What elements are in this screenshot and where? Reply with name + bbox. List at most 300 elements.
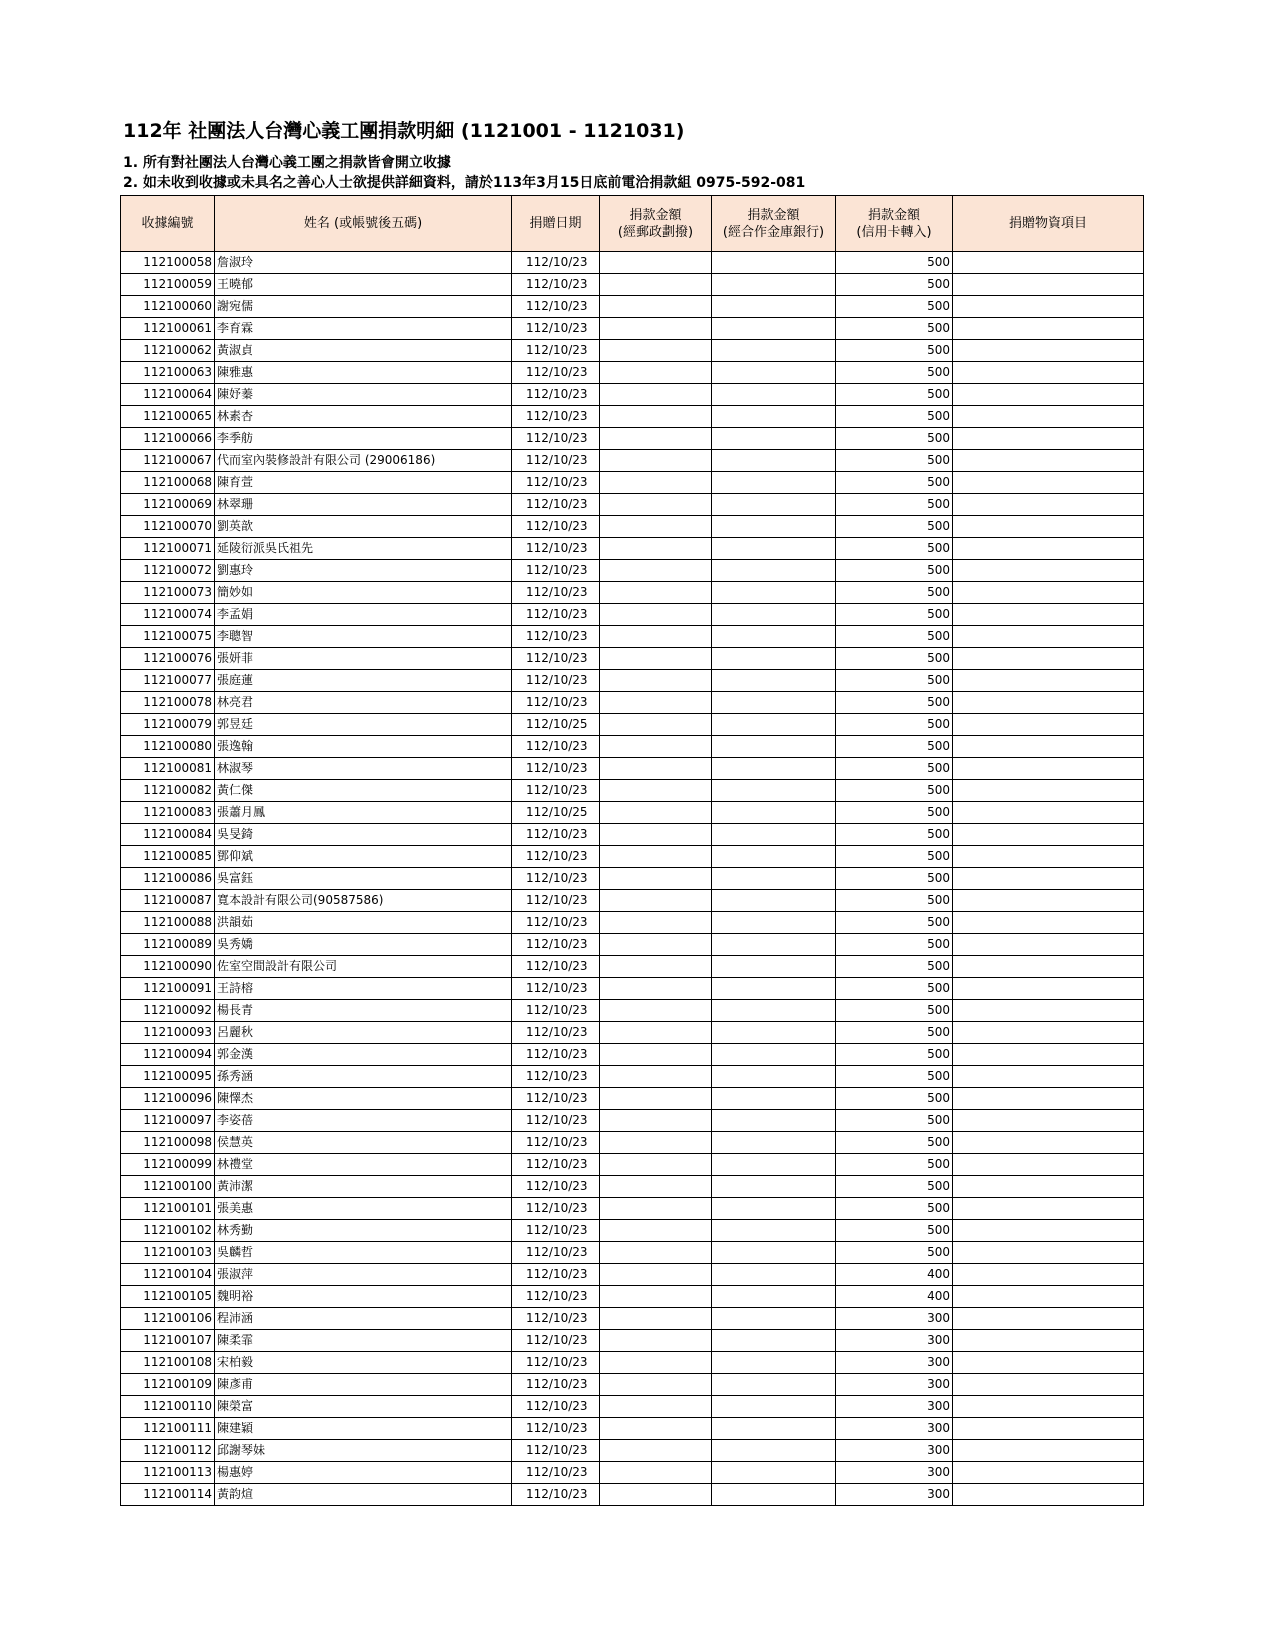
donation-date-cell: 112/10/23 — [512, 560, 600, 582]
amount-card-cell: 500 — [836, 604, 953, 626]
table-row — [121, 802, 1144, 824]
amount-postal-cell — [600, 516, 712, 538]
amount-bank-cell — [712, 1022, 836, 1044]
donor-name-cell: 吳富鈺 — [215, 868, 512, 890]
donation-date-cell: 112/10/23 — [512, 538, 600, 560]
note-receipt: 1. 所有對社團法人台灣心義工團之捐款皆會開立收據 — [123, 155, 451, 171]
items-cell — [953, 1264, 1144, 1286]
donor-name-cell: 王詩榕 — [215, 978, 512, 1000]
amount-card-cell: 500 — [836, 472, 953, 494]
table-row — [121, 1374, 1144, 1396]
amount-postal-cell — [600, 384, 712, 406]
donation-date-cell: 112/10/23 — [512, 1198, 600, 1220]
receipt-no-cell: 112100071 — [121, 538, 215, 560]
table-row — [121, 1022, 1144, 1044]
items-cell — [953, 714, 1144, 736]
donor-name-cell: 林禮堂 — [215, 1154, 512, 1176]
table-row — [121, 516, 1144, 538]
items-cell — [953, 274, 1144, 296]
amount-postal-cell — [600, 1088, 712, 1110]
donation-date-cell: 112/10/23 — [512, 1000, 600, 1022]
donor-name-cell: 陳榮富 — [215, 1396, 512, 1418]
items-cell — [953, 1308, 1144, 1330]
table-row — [121, 934, 1144, 956]
table-row — [121, 1154, 1144, 1176]
amount-postal-cell — [600, 1308, 712, 1330]
amount-postal-cell — [600, 912, 712, 934]
amount-postal-cell — [600, 1198, 712, 1220]
amount-postal-cell — [600, 714, 712, 736]
header-amount-postal-label: 捐款金額 (經郵政劃撥) — [617, 207, 694, 240]
donor-name-cell: 張妍菲 — [215, 648, 512, 670]
donor-name-cell: 陳彥甫 — [215, 1374, 512, 1396]
amount-card-cell: 500 — [836, 318, 953, 340]
amount-postal-cell — [600, 1110, 712, 1132]
donor-name-cell: 楊長青 — [215, 1000, 512, 1022]
amount-postal-cell — [600, 1220, 712, 1242]
amount-postal-cell — [600, 274, 712, 296]
amount-card-cell: 500 — [836, 516, 953, 538]
donor-name-cell: 張美惠 — [215, 1198, 512, 1220]
items-cell — [953, 692, 1144, 714]
amount-card-cell: 500 — [836, 626, 953, 648]
table-row — [121, 1330, 1144, 1352]
amount-bank-cell — [712, 1352, 836, 1374]
donor-name-cell: 李季舫 — [215, 428, 512, 450]
amount-postal-cell — [600, 582, 712, 604]
amount-card-cell: 500 — [836, 362, 953, 384]
donor-name-cell: 洪韻茹 — [215, 912, 512, 934]
table-row — [121, 384, 1144, 406]
receipt-no-cell: 112100069 — [121, 494, 215, 516]
table-row — [121, 1198, 1144, 1220]
donor-name-cell: 程沛涵 — [215, 1308, 512, 1330]
donation-date-cell: 112/10/23 — [512, 1242, 600, 1264]
receipt-no-cell: 112100094 — [121, 1044, 215, 1066]
amount-bank-cell — [712, 978, 836, 1000]
table-row — [121, 956, 1144, 978]
receipt-no-cell: 112100104 — [121, 1264, 215, 1286]
amount-card-cell: 300 — [836, 1462, 953, 1484]
table-row — [121, 780, 1144, 802]
donation-date-cell: 112/10/23 — [512, 670, 600, 692]
receipt-no-cell: 112100108 — [121, 1352, 215, 1374]
donation-date-cell: 112/10/25 — [512, 802, 600, 824]
amount-card-cell: 500 — [836, 934, 953, 956]
amount-card-cell: 300 — [836, 1330, 953, 1352]
receipt-no-cell: 112100113 — [121, 1462, 215, 1484]
receipt-no-cell: 112100066 — [121, 428, 215, 450]
receipt-no-cell: 112100093 — [121, 1022, 215, 1044]
donation-date-cell: 112/10/23 — [512, 472, 600, 494]
donation-date-cell: 112/10/23 — [512, 582, 600, 604]
items-cell — [953, 780, 1144, 802]
donation-date-cell: 112/10/23 — [512, 868, 600, 890]
items-cell — [953, 560, 1144, 582]
amount-postal-cell — [600, 1484, 712, 1506]
donation-date-cell: 112/10/23 — [512, 1308, 600, 1330]
receipt-no-cell: 112100072 — [121, 560, 215, 582]
header-items: 捐贈物資項目 — [953, 196, 1144, 252]
donor-name-cell: 陳柔霏 — [215, 1330, 512, 1352]
amount-card-cell: 500 — [836, 406, 953, 428]
donation-date-cell: 112/10/23 — [512, 1154, 600, 1176]
items-cell — [953, 1374, 1144, 1396]
donor-name-cell: 陳雅惠 — [215, 362, 512, 384]
items-cell — [953, 1242, 1144, 1264]
receipt-no-cell: 112100075 — [121, 626, 215, 648]
amount-card-cell: 400 — [836, 1286, 953, 1308]
receipt-no-cell: 112100065 — [121, 406, 215, 428]
table-row — [121, 1264, 1144, 1286]
table-row — [121, 846, 1144, 868]
table-row — [121, 1066, 1144, 1088]
donation-date-cell: 112/10/23 — [512, 1484, 600, 1506]
table-row — [121, 648, 1144, 670]
amount-card-cell: 500 — [836, 1176, 953, 1198]
amount-postal-cell — [600, 1286, 712, 1308]
amount-card-cell: 500 — [836, 890, 953, 912]
donation-date-cell: 112/10/23 — [512, 934, 600, 956]
amount-bank-cell — [712, 1374, 836, 1396]
receipt-no-cell: 112100090 — [121, 956, 215, 978]
receipt-no-cell: 112100099 — [121, 1154, 215, 1176]
amount-bank-cell — [712, 428, 836, 450]
donation-date-cell: 112/10/23 — [512, 252, 600, 274]
table-row — [121, 252, 1144, 274]
receipt-no-cell: 112100059 — [121, 274, 215, 296]
amount-bank-cell — [712, 1176, 836, 1198]
amount-card-cell: 500 — [836, 1198, 953, 1220]
donor-name-cell: 林亮君 — [215, 692, 512, 714]
table-row — [121, 582, 1144, 604]
donation-date-cell: 112/10/23 — [512, 1022, 600, 1044]
donor-name-cell: 郭金漢 — [215, 1044, 512, 1066]
donation-date-cell: 112/10/23 — [512, 1286, 600, 1308]
amount-bank-cell — [712, 494, 836, 516]
items-cell — [953, 362, 1144, 384]
donor-name-cell: 王曉郁 — [215, 274, 512, 296]
items-cell — [953, 978, 1144, 1000]
donation-table — [120, 195, 1144, 1506]
amount-postal-cell — [600, 1066, 712, 1088]
amount-card-cell: 500 — [836, 384, 953, 406]
amount-postal-cell — [600, 824, 712, 846]
receipt-no-cell: 112100097 — [121, 1110, 215, 1132]
items-cell — [953, 472, 1144, 494]
table-row — [121, 626, 1144, 648]
receipt-no-cell: 112100086 — [121, 868, 215, 890]
donor-name-cell: 黃淑貞 — [215, 340, 512, 362]
table-row — [121, 1352, 1144, 1374]
amount-postal-cell — [600, 758, 712, 780]
amount-card-cell: 500 — [836, 296, 953, 318]
amount-postal-cell — [600, 1176, 712, 1198]
amount-card-cell: 500 — [836, 846, 953, 868]
receipt-no-cell: 112100114 — [121, 1484, 215, 1506]
table-row — [121, 1220, 1144, 1242]
table-row — [121, 296, 1144, 318]
header-receipt-no: 收據編號 — [121, 196, 215, 252]
amount-bank-cell — [712, 934, 836, 956]
donation-date-cell: 112/10/23 — [512, 1440, 600, 1462]
amount-postal-cell — [600, 450, 712, 472]
amount-postal-cell — [600, 780, 712, 802]
donation-date-cell: 112/10/25 — [512, 714, 600, 736]
amount-bank-cell — [712, 626, 836, 648]
table-row — [121, 890, 1144, 912]
donation-date-cell: 112/10/23 — [512, 1374, 600, 1396]
amount-bank-cell — [712, 1440, 836, 1462]
receipt-no-cell: 112100089 — [121, 934, 215, 956]
table-row — [121, 318, 1144, 340]
amount-bank-cell — [712, 890, 836, 912]
table-row — [121, 1000, 1144, 1022]
table-row — [121, 692, 1144, 714]
donor-name-cell: 張逸翰 — [215, 736, 512, 758]
items-cell — [953, 340, 1144, 362]
donor-name-cell: 陳育萱 — [215, 472, 512, 494]
amount-bank-cell — [712, 1462, 836, 1484]
receipt-no-cell: 112100079 — [121, 714, 215, 736]
donor-name-cell: 佐室空間設計有限公司 — [215, 956, 512, 978]
receipt-no-cell: 112100068 — [121, 472, 215, 494]
table-row — [121, 714, 1144, 736]
donor-name-cell: 陳建穎 — [215, 1418, 512, 1440]
donor-name-cell: 宋柏毅 — [215, 1352, 512, 1374]
items-cell — [953, 846, 1144, 868]
items-cell — [953, 1044, 1144, 1066]
donation-date-cell: 112/10/23 — [512, 450, 600, 472]
amount-card-cell: 500 — [836, 912, 953, 934]
items-cell — [953, 1352, 1144, 1374]
items-cell — [953, 516, 1144, 538]
items-cell — [953, 1462, 1144, 1484]
amount-card-cell: 500 — [836, 560, 953, 582]
amount-postal-cell — [600, 1352, 712, 1374]
receipt-no-cell: 112100063 — [121, 362, 215, 384]
amount-bank-cell — [712, 274, 836, 296]
receipt-no-cell: 112100101 — [121, 1198, 215, 1220]
table-row — [121, 472, 1144, 494]
table-row — [121, 560, 1144, 582]
amount-card-cell: 500 — [836, 1220, 953, 1242]
table-row — [121, 428, 1144, 450]
receipt-no-cell: 112100107 — [121, 1330, 215, 1352]
receipt-no-cell: 112100096 — [121, 1088, 215, 1110]
amount-bank-cell — [712, 868, 836, 890]
amount-postal-cell — [600, 868, 712, 890]
amount-bank-cell — [712, 1242, 836, 1264]
amount-bank-cell — [712, 252, 836, 274]
amount-postal-cell — [600, 956, 712, 978]
amount-postal-cell — [600, 1374, 712, 1396]
amount-postal-cell — [600, 626, 712, 648]
table-row — [121, 670, 1144, 692]
amount-card-cell: 300 — [836, 1308, 953, 1330]
donor-name-cell: 簡妙如 — [215, 582, 512, 604]
amount-postal-cell — [600, 846, 712, 868]
donation-date-cell: 112/10/23 — [512, 648, 600, 670]
donor-name-cell: 吳麟哲 — [215, 1242, 512, 1264]
donation-date-cell: 112/10/23 — [512, 318, 600, 340]
items-cell — [953, 890, 1144, 912]
donation-date-cell: 112/10/23 — [512, 1044, 600, 1066]
items-cell — [953, 1286, 1144, 1308]
donation-date-cell: 112/10/23 — [512, 890, 600, 912]
amount-bank-cell — [712, 670, 836, 692]
amount-postal-cell — [600, 1330, 712, 1352]
donor-name-cell: 李姿蓓 — [215, 1110, 512, 1132]
receipt-no-cell: 112100061 — [121, 318, 215, 340]
amount-bank-cell — [712, 1286, 836, 1308]
table-row — [121, 1088, 1144, 1110]
amount-card-cell: 500 — [836, 758, 953, 780]
amount-bank-cell — [712, 1198, 836, 1220]
donation-date-cell: 112/10/23 — [512, 604, 600, 626]
donor-name-cell: 吳旻錡 — [215, 824, 512, 846]
amount-postal-cell — [600, 362, 712, 384]
amount-card-cell: 500 — [836, 1044, 953, 1066]
receipt-no-cell: 112100095 — [121, 1066, 215, 1088]
items-cell — [953, 802, 1144, 824]
amount-card-cell: 300 — [836, 1440, 953, 1462]
amount-postal-cell — [600, 736, 712, 758]
table-row — [121, 362, 1144, 384]
amount-postal-cell — [600, 428, 712, 450]
items-cell — [953, 604, 1144, 626]
items-cell — [953, 296, 1144, 318]
note-contact: 2. 如未收到收據或未具名之善心人士欲提供詳細資料，請於113年3月15日底前電洽捐款組 0975-592-081 — [123, 175, 806, 191]
table-row — [121, 1110, 1144, 1132]
receipt-no-cell: 112100076 — [121, 648, 215, 670]
table-row — [121, 1418, 1144, 1440]
amount-card-cell: 500 — [836, 1110, 953, 1132]
amount-postal-cell — [600, 1418, 712, 1440]
donation-date-cell: 112/10/23 — [512, 978, 600, 1000]
amount-bank-cell — [712, 516, 836, 538]
items-cell — [953, 670, 1144, 692]
amount-postal-cell — [600, 692, 712, 714]
items-cell — [953, 1176, 1144, 1198]
donation-date-cell: 112/10/23 — [512, 846, 600, 868]
amount-card-cell: 300 — [836, 1374, 953, 1396]
amount-postal-cell — [600, 406, 712, 428]
table-row — [121, 1308, 1144, 1330]
donation-date-cell: 112/10/23 — [512, 956, 600, 978]
items-cell — [953, 428, 1144, 450]
amount-bank-cell — [712, 1044, 836, 1066]
donor-name-cell: 陳妤蓁 — [215, 384, 512, 406]
amount-bank-cell — [712, 1066, 836, 1088]
donation-date-cell: 112/10/23 — [512, 1264, 600, 1286]
amount-card-cell: 500 — [836, 648, 953, 670]
donor-name-cell: 張蕭月鳳 — [215, 802, 512, 824]
amount-card-cell: 500 — [836, 1088, 953, 1110]
donation-date-cell: 112/10/23 — [512, 1462, 600, 1484]
donor-name-cell: 李孟娟 — [215, 604, 512, 626]
items-cell — [953, 384, 1144, 406]
donation-date-cell: 112/10/23 — [512, 406, 600, 428]
amount-bank-cell — [712, 538, 836, 560]
items-cell — [953, 1154, 1144, 1176]
amount-card-cell: 500 — [836, 868, 953, 890]
receipt-no-cell: 112100073 — [121, 582, 215, 604]
donation-date-cell: 112/10/23 — [512, 1330, 600, 1352]
receipt-no-cell: 112100103 — [121, 1242, 215, 1264]
donor-name-cell: 呂麗秋 — [215, 1022, 512, 1044]
donor-name-cell: 黃沛潔 — [215, 1176, 512, 1198]
donation-date-cell: 112/10/23 — [512, 1396, 600, 1418]
amount-bank-cell — [712, 1220, 836, 1242]
items-cell — [953, 868, 1144, 890]
donor-name-cell: 吳秀嬌 — [215, 934, 512, 956]
donation-date-cell: 112/10/23 — [512, 274, 600, 296]
amount-bank-cell — [712, 692, 836, 714]
donation-date-cell: 112/10/23 — [512, 1176, 600, 1198]
amount-bank-cell — [712, 1418, 836, 1440]
amount-bank-cell — [712, 582, 836, 604]
table-row — [121, 1484, 1144, 1506]
donor-name-cell: 林秀勤 — [215, 1220, 512, 1242]
table-row — [121, 1286, 1144, 1308]
amount-card-cell: 500 — [836, 824, 953, 846]
table-row — [121, 604, 1144, 626]
table-row — [121, 868, 1144, 890]
receipt-no-cell: 112100098 — [121, 1132, 215, 1154]
donor-name-cell: 代而室內裝修設計有限公司 (29006186) — [215, 450, 512, 472]
amount-card-cell: 300 — [836, 1396, 953, 1418]
amount-bank-cell — [712, 956, 836, 978]
amount-bank-cell — [712, 340, 836, 362]
amount-postal-cell — [600, 1264, 712, 1286]
receipt-no-cell: 112100074 — [121, 604, 215, 626]
amount-card-cell: 500 — [836, 450, 953, 472]
amount-postal-cell — [600, 890, 712, 912]
donation-date-cell: 112/10/23 — [512, 1352, 600, 1374]
donor-name-cell: 林素杏 — [215, 406, 512, 428]
donation-date-cell: 112/10/23 — [512, 428, 600, 450]
donation-date-cell: 112/10/23 — [512, 516, 600, 538]
amount-bank-cell — [712, 362, 836, 384]
amount-bank-cell — [712, 846, 836, 868]
donation-date-cell: 112/10/23 — [512, 824, 600, 846]
donor-name-cell: 侯慧英 — [215, 1132, 512, 1154]
table-row — [121, 274, 1144, 296]
page-title: 112年 社團法人台灣心義工團捐款明細 (1121001 - 1121031) — [123, 120, 685, 142]
amount-card-cell: 500 — [836, 1154, 953, 1176]
items-cell — [953, 1110, 1144, 1132]
header-amount-card — [836, 196, 953, 252]
donation-date-cell: 112/10/23 — [512, 296, 600, 318]
header-amount-card-label: 捐款金額 (信用卡轉入) — [856, 207, 932, 240]
donation-date-cell: 112/10/23 — [512, 1418, 600, 1440]
table-row — [121, 736, 1144, 758]
amount-card-cell: 500 — [836, 1066, 953, 1088]
amount-bank-cell — [712, 780, 836, 802]
amount-bank-cell — [712, 472, 836, 494]
donation-date-cell: 112/10/23 — [512, 1220, 600, 1242]
donation-date-cell: 112/10/23 — [512, 780, 600, 802]
table-row — [121, 406, 1144, 428]
items-cell — [953, 1088, 1144, 1110]
amount-postal-cell — [600, 670, 712, 692]
receipt-no-cell: 112100105 — [121, 1286, 215, 1308]
table-row — [121, 538, 1144, 560]
table-row — [121, 758, 1144, 780]
amount-bank-cell — [712, 1154, 836, 1176]
amount-card-cell: 500 — [836, 802, 953, 824]
